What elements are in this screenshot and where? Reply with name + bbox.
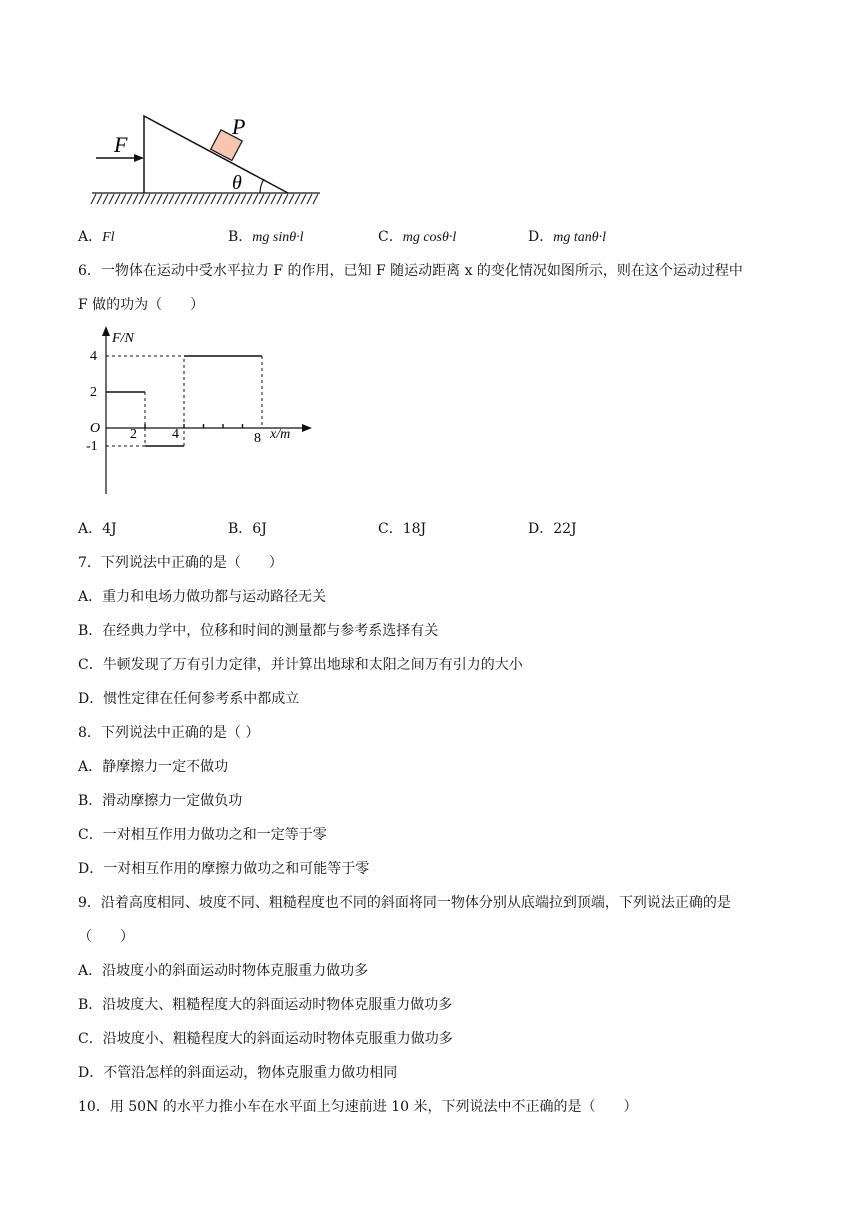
hatch-mark [211,194,216,204]
q6-stem-line2: F 做的功为（ ） [78,297,205,313]
label-p: P [232,114,246,139]
hatch-mark [205,194,210,204]
hatch-mark [307,194,312,204]
q6-stem-line1: 6．一物体在运动中受水平拉力 F 的作用，已知 F 随运动距离 x 的变化情况如图所示，则在这个运动过程中 [78,263,743,279]
hatch-mark [187,194,192,204]
q8-option-a: A．静摩擦力一定不做功 [78,759,229,775]
force-distance-graph [80,324,320,500]
hatch-mark [163,194,168,204]
q6-option-a: A．4J [78,521,117,537]
x-axis-label: x/m [270,427,291,442]
y-tick-4: 4 [90,349,97,364]
hatch-mark [121,194,126,204]
q9-option-d: D．不管沿怎样的斜面运动，物体克服重力做功相同 [78,1065,398,1081]
hatch-mark [151,194,156,204]
q5-option-d: D．mg tanθ·l [528,229,607,245]
hatch-mark [109,194,114,204]
q7-stem: 7．下列说法中正确的是（ ） [78,555,283,571]
q6-option-d: D．22J [528,521,577,537]
hatch-mark [115,194,120,204]
hatch-mark [241,194,246,204]
hatch-mark [145,194,150,204]
hatch-mark [139,194,144,204]
hatch-mark [175,194,180,204]
hatch-mark [217,194,222,204]
q9-option-c: C．沿坡度小、粗糙程度大的斜面运动时物体克服重力做功多 [78,1031,453,1047]
q6-option-b: B．6J [228,521,267,537]
hatch-mark [97,194,102,204]
hatch-mark [199,194,204,204]
x-tick-2: 2 [130,427,137,442]
q5-option-a: A．Fl [78,229,115,245]
q7-option-b: B．在经典力学中，位移和时间的测量都与参考系选择有关 [78,623,439,639]
hatch-mark [193,194,198,204]
q5-option-b: B．mg sinθ·l [228,229,304,245]
q7-option-d: D．惯性定律在任何参考系中都成立 [78,691,300,707]
q8-option-d: D．一对相互作用的摩擦力做功之和可能等于零 [78,861,370,877]
incline-triangle [144,116,288,193]
x-tick-4: 4 [172,427,179,442]
q7-option-a: A．重力和电场力做功都与运动路径无关 [78,589,327,605]
q5-option-c: C．mg cosθ·l [378,229,457,245]
q8-option-b: B．滑动摩擦力一定做负功 [78,793,243,809]
label-f: F [114,132,128,157]
q10-stem: 10．用 50N 的水平力推小车在水平面上匀速前进 10 米，下列说法中不正确的是（ ） [78,1099,638,1115]
q8-option-c: C．一对相互作用力做功之和一定等于零 [78,827,327,843]
q7-option-c: C．牛顿发现了万有引力定律，并计算出地球和太阳之间万有引力的大小 [78,657,523,673]
hatch-mark [247,194,252,204]
hatch-mark [283,194,288,204]
hatch-mark [301,194,306,204]
q8-stem: 8．下列说法中正确的是（ ） [78,725,260,741]
angle-arc [260,179,264,193]
hatch-mark [295,194,300,204]
hatch-mark [253,194,258,204]
hatch-mark [223,194,228,204]
y-tick-neg1: -1 [86,439,98,454]
hatch-mark [289,194,294,204]
q9-stem-line2: （ ） [78,929,134,945]
hatch-mark [181,194,186,204]
hatch-mark [103,194,108,204]
hatch-mark [271,194,276,204]
q9-stem-line1: 9．沿着高度相同、坡度不同、粗糙程度也不同的斜面将同一物体分别从底端拉到顶端，下列说法正确的是 [78,895,731,911]
hatch-mark [229,194,234,204]
hatch-mark [133,194,138,204]
hatch-mark [235,194,240,204]
hatch-mark [157,194,162,204]
hatch-mark [91,194,96,204]
q9-option-b: B．沿坡度大、粗糙程度大的斜面运动时物体克服重力做功多 [78,997,453,1013]
hatch-mark [265,194,270,204]
q6-option-c: C．18J [378,521,427,537]
q9-option-a: A．沿坡度小的斜面运动时物体克服重力做功多 [78,963,369,979]
hatch-mark [277,194,282,204]
x-tick-8: 8 [254,431,261,446]
hatch-mark [313,194,318,204]
y-tick-2: 2 [90,385,97,400]
incline-figure [90,108,330,214]
hatch-mark [169,194,174,204]
label-theta: θ [232,172,242,194]
hatch-mark [127,194,132,204]
y-axis-label: F/N [112,331,134,346]
origin-label: O [90,421,101,436]
hatch-mark [259,194,264,204]
